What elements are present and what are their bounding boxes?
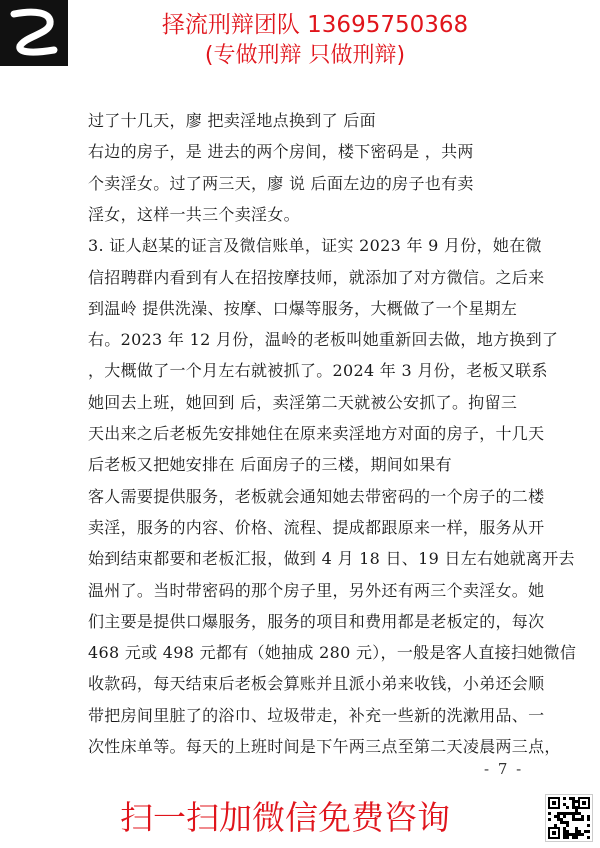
body-line: 收款码，每天结束后老板会算账并且派小弟来收钱，小弟还会顺 — [88, 674, 545, 694]
body-line: 次性床单等。每天的上班时间是下午两三点至第二天凌晨两三点， — [88, 737, 561, 756]
body-line: 天出来之后老板先安排她住在原来卖淫地方对面的房子，十几天 — [88, 424, 545, 443]
wechat-qr-code-icon[interactable] — [545, 794, 593, 842]
body-line: 她回去上班，她回到 后，卖淫第二天就被公安抓了。拘留三 — [88, 392, 518, 412]
page-number: - 7 - — [484, 760, 524, 778]
body-line: 卖淫，服务的内容、价格、流程、提成都跟原来一样，服务从开 — [88, 517, 545, 537]
body-line: 到温岭 提供洗澡、按摩、口爆等服务，大概做了一个星期左 — [88, 298, 518, 318]
body-line: 过了十几天，廖 把卖淫地点换到了 后面 — [88, 111, 376, 130]
footer-cta: 扫一扫加微信免费咨询 — [120, 798, 450, 837]
body-line: 淫女，这样一共三个卖淫女。 — [88, 204, 300, 224]
header-subtitle: (专做刑辩 只做刑辩) — [204, 43, 406, 68]
body-line: 右。2023 年 12 月份，温岭的老板叫她重新回去做，地方换到了 — [88, 330, 559, 350]
body-line: ，大概做了一个月左右就被抓了。2024 年 3 月份，老板又联系 — [88, 361, 548, 381]
body-line: 个卖淫女。过了两三天，廖 说 后面左边的房子也有卖 — [88, 173, 474, 193]
body-line: 带把房间里脏了的浴巾、垃圾带走，补充一些新的洗漱用品、一 — [88, 705, 545, 725]
header-title: 择流刑辩团队 13695750368 — [161, 12, 469, 38]
body-line: 客人需要提供服务，老板就会通知她去带密码的一个房子的二楼 — [88, 486, 545, 506]
body-line: 温州了。当时带密码的那个房子里，另外还有两三个卖淫女。她 — [88, 580, 545, 600]
body-line: 信招聘群内看到有人在招按摩技师，就添加了对方微信。之后来 — [88, 267, 545, 287]
body-line: 们主要是提供口爆服务，服务的项目和费用都是老板定的，每次 — [88, 611, 545, 631]
body-line: 3. 证人赵某的证言及微信账单，证实 2023 年 9 月份，她在微 — [88, 236, 542, 256]
body-line: 始到结束都要和老板汇报，做到 4 月 18 日、19 日左右她就离开去 — [88, 549, 575, 569]
body-line: 468 元或 498 元都有（她抽成 280 元），一般是客人直接扫她微信 — [88, 643, 577, 663]
body-line: 后老板又把她安排在 后面房子的三楼，期间如果有 — [88, 455, 452, 475]
body-line: 右边的房子，是 进去的两个房间，楼下密码是 ，共两 — [88, 142, 474, 162]
